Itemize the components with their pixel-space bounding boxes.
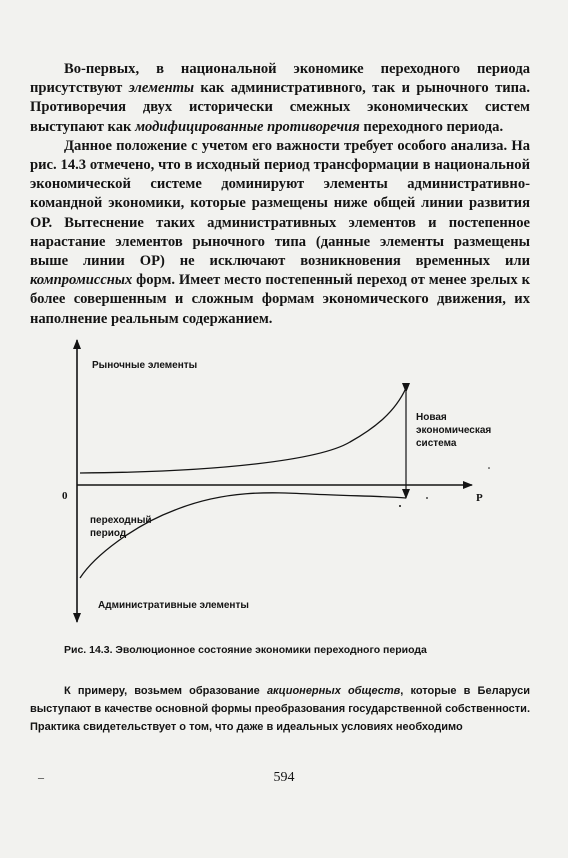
footer-dash: – [38,770,44,784]
axis-p-label: P [476,492,483,504]
italic-term: акционерных обществ [266,685,401,697]
new-system-line-2: экономическая [416,425,492,436]
text-run: переходного периода. [359,118,504,135]
text-run: форм. Имеет место постепенный переход от менее зрелых к более совершенным и сложным формам экономического движения, их наполнение реальным содержанием. [30,272,530,327]
text-run: как административного, так и рыночного типа. Противоречия двух исторически смежных экономических систем выступают как [30,80,531,135]
paragraph-1 [30,60,530,137]
italic-term: модифицированные противоречия [135,118,360,135]
text-run: Данное положение с учетом его важности требует особого анализа. На рис. 14.3 отмечено, что в исходный период трансформации в национальной экономической системе доминируют элементы административно-командной экономики, которые размещены ниже общей линии развития ОР. Вытеснение таких административных элементов и постепенное нарастание элементов рыночного типа (данные элементы размещены выше линии ОР) не исключают возникновения временных или [30,137,530,270]
main-text [30,60,530,329]
figure-caption [64,644,524,656]
market-elements-label: Рыночные элементы [92,360,198,371]
caption-number: Рис. 14.3. [64,644,113,656]
continuation-text [30,682,530,736]
new-system-line-3: система [416,438,457,449]
administrative-elements-label: Административные элементы [98,600,249,611]
paragraph-2 [30,137,530,329]
origin-label: 0 [62,490,68,502]
market-elements-curve [80,388,406,473]
new-system-label [416,411,491,450]
text-run: К примеру, возьмем образование [64,685,267,697]
dot-mark [426,497,428,499]
caption-text: Эволюционное состояние экономики переходного периода [112,644,427,656]
transition-line-2: период [90,528,127,539]
figure-14-3 [0,330,568,630]
transition-line-1: переходный [90,515,152,526]
text-run: Во-первых, в национальной экономике переходного периода присутствуют [30,61,530,97]
transition-period-label [90,514,152,540]
new-system-line-1: Новая [416,412,447,423]
italic-term: компромиссных [30,272,133,289]
dot-mark [488,467,490,469]
figure-diagram [0,330,568,630]
italic-term: элементы [128,80,195,97]
dot-mark [399,505,401,507]
page-number: 594 [273,770,295,785]
paragraph-3 [30,682,530,736]
text-run: , которые в Беларуси выступают в качестве основной формы преобразования государственной собственности. Практика свидетельствует о том, что даже в идеальных условиях необходимо [30,685,530,733]
